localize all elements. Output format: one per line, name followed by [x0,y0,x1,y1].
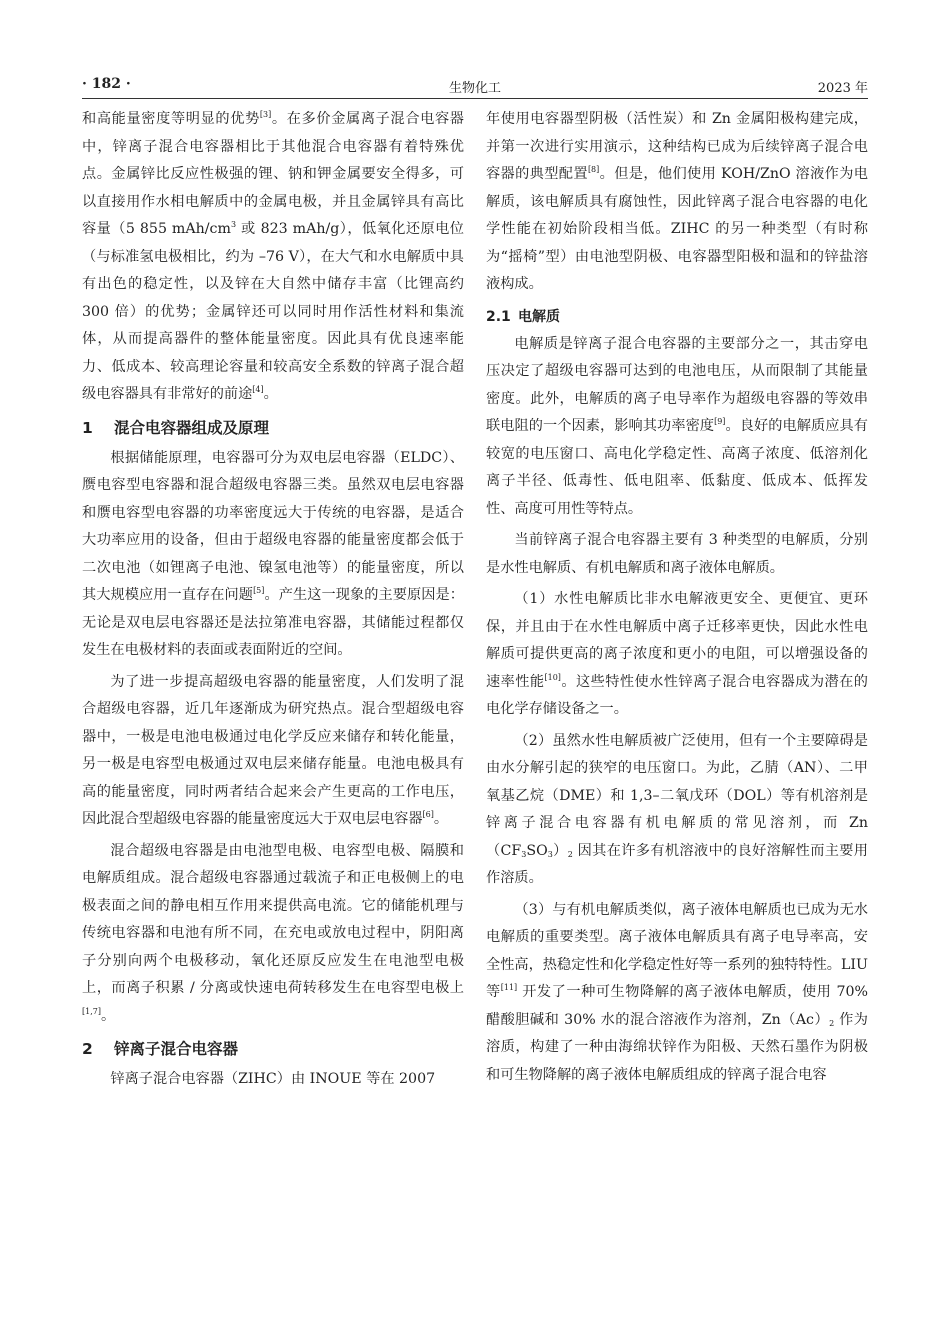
publication-year: 2023 年 [817,81,868,96]
paragraph: 电解质是锌离子混合电容器的主要部分之一，其击穿电压决定了超级电容器可达到的电池电压，从而限制了其能量密度。此外，电解质的离子电导率作为超级电容器的等效串联电阻的一个因素，影响其功率密度[9]。良好的电解质应具有较宽的电压窗口、高电化学稳定性、高离子浓度、低溶剂化离子半径、低毒性、低电阻率、低黏度、低成本、低挥发性、高度可用性等特点。 [486,335,868,517]
paragraph-ionic-liquid-electrolyte: （3）与有机电解质类似，离子液体电解质也已成为无水电解质的重要类型。离子液体电解质具有离子电导率高，安全性高，热稳定性和化学稳定性好等一系列的独特特性。LIU 等[11] 开发了一种可生物降解的离子液体电解质，使用 70% 醋酸胆碱和 30% 水的混合溶液作为溶剂，$Zn(Ac)_2$ 作为溶质，构建了一种由海绵状锌作为阳极、天然石墨作为阴极和可生物降解的离子液体电解质组成的锌离子混合电容 [486,901,868,1083]
citation: [9] [714,417,726,426]
right-column [486,106,868,1093]
citation: [11] [500,983,518,992]
left-column [82,106,464,1098]
section-heading-1: 1 混合电容器组成及原理 [82,418,270,437]
paragraph-organic-electrolyte: （2）虽然水性电解质被广泛使用，但有一个主要障碍是由水分解引起的狭窄的电压窗口。为此，乙腈（AN）、二甲氧基乙烷（DME）和 1,3–二氧戊环（DOL）等有机溶剂是锌离子混合电容器有机电解质的常见溶剂，而 $Zn(CF_3SO_3)_2$ 因其在许多有机溶液中的良好溶解性而主要用作溶质。 [486,732,868,886]
paragraph-continued: 年使用电容器型阴极（活性炭）和 Zn 金属阳极构建完成，并第一次进行实用演示，这种结构已成为后续锌离子混合电容器的典型配置[8]。但是，他们使用 KOH/ZnO 溶液作为电解质，该电解质具有腐蚀性，因此锌离子混合电容器的电化学性能在初始阶段相当低。ZIHC 的另一种类型（有时称为“摇椅”型）由电池型阴极、电容器型阳极和温和的锌盐溶液构成。 [486,111,868,292]
page-header [82,74,868,99]
paragraph: 根据储能原理，电容器可分为双电层电容器（ELDC）、赝电容型电容器和混合超级电容器三类。虽然双电层电容器和赝电容型电容器的功率密度远大于传统的电容器，是适合大功率应用的设备，但由于超级电容器的能量密度都会低于二次电池（如锂离子电池、镍氢电池等）的能量密度，所以其大规模应用一直存在问题[5]。产生这一现象的主要原因是：无论是双电层电容器还是法拉第准电容器，其储能过程都仅发生在电极材料的表面或表面附近的空间。 [82,449,464,658]
citation: [8] [587,165,600,174]
citation: [5] [253,586,265,595]
citation: [10] [544,672,561,682]
journal-name: 生物化工 [448,81,501,96]
page-number: · 182 · [82,76,131,92]
citation: [1,7] [82,1006,101,1016]
paragraph-intro-continued: 和高能量密度等明显的优势[3]。在多价金属离子混合电容器中，锌离子混合电容器相比于其他混合电容器有着特殊优点。金属锌比反应性极强的锂、钠和钾金属要安全得多，可以直接用作水相电解质中的金属电极，并且金属锌具有高比容量（5 855 mAh/$cm^3$ 或 823 mAh/g），低氧化还原电位（与标准氢电极相比，约为 –76 V），在大气和水电解质中具有出色的稳定性，以及锌在大自然中储存丰富（比锂高约 300 倍）的优势；金属锌还可以同时用作活性材料和集流体，从而提高器件的整体能量密度。因此具有优良速率能力、低成本、较高理论容量和较高安全系数的锌离子混合超级电容器具有非常好的前途[4]。 [82,110,464,402]
citation: [6] [422,810,434,819]
paragraph: 锌离子混合电容器（ZIHC）由 INOUE 等在 2007 [110,1071,436,1087]
subsection-heading-2-1: 2.1 电解质 [486,308,560,325]
section-heading-2: 2 锌离子混合电容器 [82,1040,239,1058]
citation: [4] [252,385,264,394]
paragraph-aqueous-electrolyte: （1）水性电解质比非水电解液更安全、更便宜、更环保，并且由于在水性电解质中离子迁移率更快，因此水性电解质可提供更高的离子浓度和更小的电阻，可以增强设备的速率性能[10]。这些特性使水性锌离子混合电容器成为潜在的电化学存储设备之一。 [486,591,868,717]
paragraph: 当前锌离子混合电容器主要有 3 种类型的电解质，分别是水性电解质、有机电解质和离子液体电解质。 [486,532,868,576]
paragraph: 混合超级电容器是由电池型电极、电容型电极、隔膜和电解质组成。混合超级电容器通过载流子和正电极侧上的电极表面之间的静电相互作用来提供高电流。它的储能机理与传统电容器和电池有所不同，在充电或放电过程中，阴阳离子分别向两个电极移动，氧化还原反应发生在电池型电极上，而离子积累 / 分离或快速电荷转移发生在电容型电极上[1,7]。 [82,842,464,1024]
paragraph: 为了进一步提高超级电容器的能量密度，人们发明了混合超级电容器，近几年逐渐成为研究热点。混合型超级电容器中，一极是电池电极通过电化学反应来储存和转化能量，另一极是电容型电极通过双电层来储存能量。电池电极具有高的能量密度，同时两者结合起来会产生更高的工作电压，因此混合型超级电容器的能量密度远大于双电层电容器[6]。 [82,673,464,827]
citation: [3] [259,110,272,119]
